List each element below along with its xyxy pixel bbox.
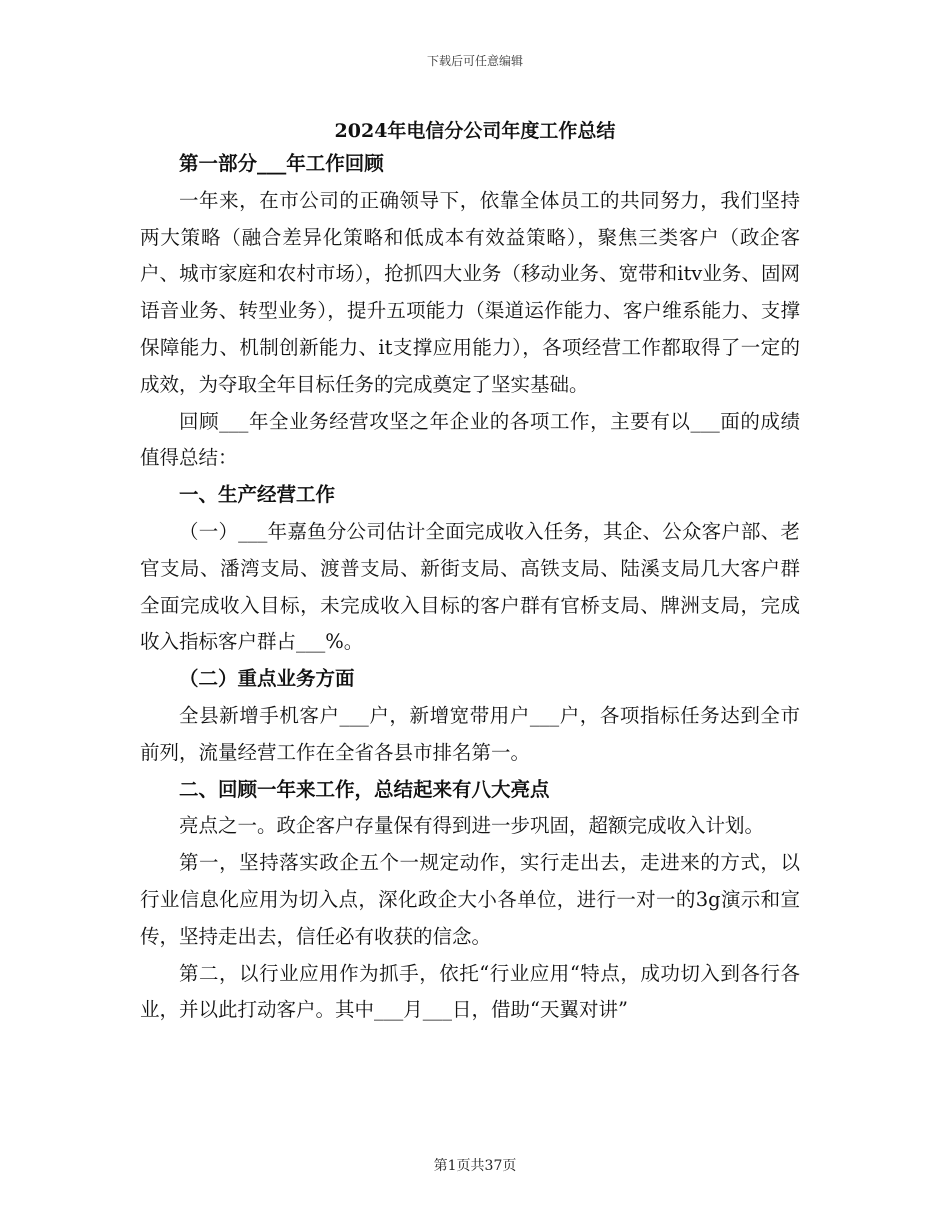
paragraph: 亮点之一。政企客户存量保有得到进一步巩固，超额完成收入计划。 <box>179 814 765 838</box>
paragraph: 第一，坚持落实政企五个一规定动作，实行走出去，走进来的方式，以行业信息化应用为切入点，深化政企大小各单位，进行一对一的3g演示和宣传，坚持走出去，信任必有收获的信念。 <box>140 851 800 948</box>
page-number-footer: 第1页共37页 <box>433 1158 517 1174</box>
paragraph: 全县新增手机客户___户，新增宽带用户___户，各项指标任务达到全市前列，流量经营工作在全省各县市排名第一。 <box>140 703 800 764</box>
paragraph: 回顾___年全业务经营攻坚之年企业的各项工作，主要有以___面的成绩值得总结： <box>140 409 800 470</box>
section-heading: 二、回顾一年来工作，总结起来有八大亮点 <box>179 777 550 801</box>
paragraph: （一）___年嘉鱼分公司估计全面完成收入任务，其企、公众客户部、老官支局、潘湾支局、渡普支局、新街支局、高铁支局、陆溪支局几大客户群全面完成收入目标，未完成收入目标的客户群有官桥支局、牌洲支局，完成收入指标客户群占___%。 <box>140 519 800 654</box>
section-heading: （二）重点业务方面 <box>179 667 355 691</box>
paragraph: 第二，以行业应用作为抓手，依托“行业应用“特点，成功切入到各行各业，并以此打动客户。其中___月___日，借助“天翼对讲” <box>140 961 800 1022</box>
document-title: 2024年电信分公司年度工作总结 <box>334 120 616 142</box>
document-body <box>140 146 800 1029</box>
section-heading: 一、生产经营工作 <box>179 483 336 507</box>
paragraph: 一年来，在市公司的正确领导下，依靠全体员工的共同努力，我们坚持两大策略（融合差异化策略和低成本有效益策略），聚焦三类客户（政企客户、城市家庭和农村市场），抢抓四大业务（移动业务、宽带和itv业务、固网语音业务、转型业务），提升五项能力（渠道运作能力、客户维系能力、支撑保障能力、机制创新能力、it支撑应用能力），各项经营工作都取得了一定的成效，为夺取全年目标任务的完成奠定了坚实基础。 <box>140 188 800 396</box>
section-heading: 第一部分___年工作回顾 <box>179 152 384 175</box>
page-header-note: 下载后可任意编辑 <box>426 54 523 68</box>
